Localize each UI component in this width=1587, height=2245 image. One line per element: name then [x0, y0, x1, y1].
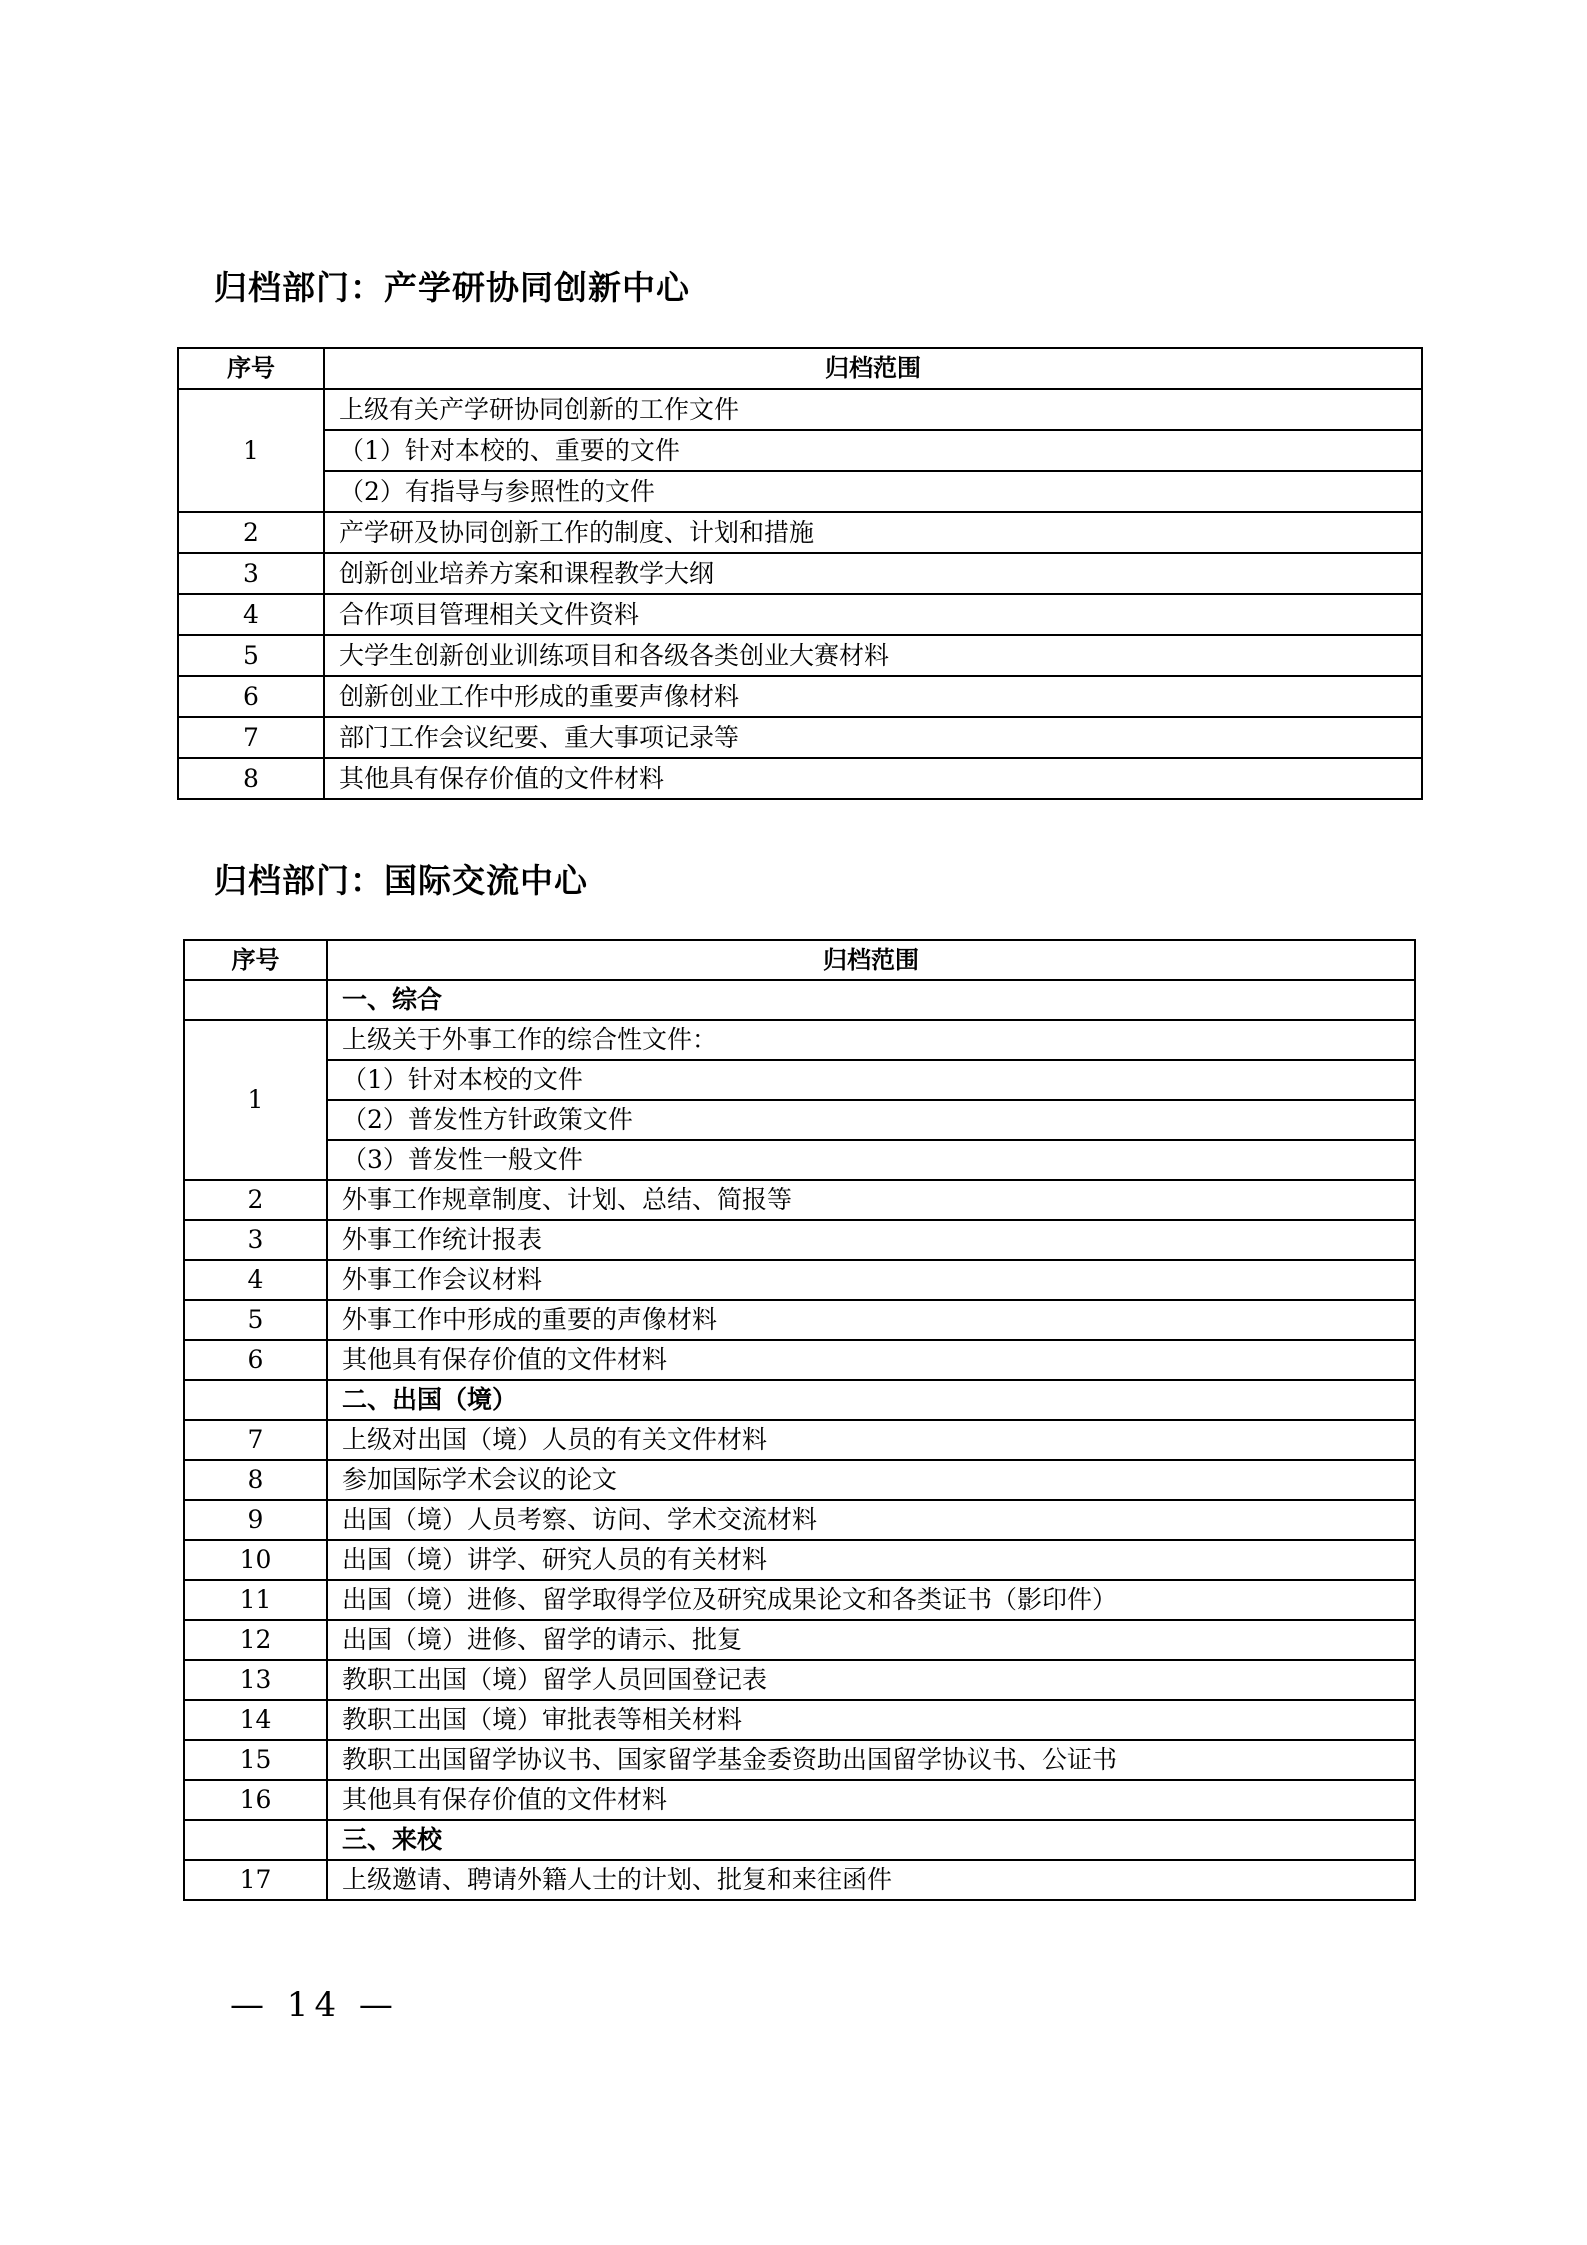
scope-text: 其他具有保存价值的文件材料 [327, 1340, 1415, 1380]
table-row [178, 430, 1422, 471]
row-number [184, 980, 327, 1020]
scope-text: 创新创业培养方案和课程教学大纲 [324, 553, 1422, 594]
row-number: 8 [178, 758, 324, 799]
row-number: 16 [184, 1780, 327, 1820]
table-row [178, 553, 1422, 594]
table-row [184, 1420, 1415, 1460]
row-number: 6 [184, 1340, 327, 1380]
scope-text: 参加国际学术会议的论文 [327, 1460, 1415, 1500]
category-heading: 三、来校 [327, 1820, 1415, 1860]
scope-text: 创新创业工作中形成的重要声像材料 [324, 676, 1422, 717]
table-row [184, 1740, 1415, 1780]
row-number: 1 [178, 389, 324, 512]
scope-text: （1）针对本校的文件 [327, 1060, 1415, 1100]
category-heading: 二、出国（境） [327, 1380, 1415, 1420]
header-no: 序号 [184, 940, 327, 980]
scope-text: 上级有关产学研协同创新的工作文件 [324, 389, 1422, 430]
scope-text: 部门工作会议纪要、重大事项记录等 [324, 717, 1422, 758]
row-number: 2 [184, 1180, 327, 1220]
table-row [184, 1380, 1415, 1420]
row-number: 17 [184, 1860, 327, 1900]
table-row [178, 471, 1422, 512]
row-number: 12 [184, 1620, 327, 1660]
scope-text: 产学研及协同创新工作的制度、计划和措施 [324, 512, 1422, 553]
row-number: 15 [184, 1740, 327, 1780]
table-row [184, 1860, 1415, 1900]
row-number: 5 [178, 635, 324, 676]
row-number: 4 [178, 594, 324, 635]
row-number: 6 [178, 676, 324, 717]
table-row [184, 1140, 1415, 1180]
archive-table-international-exchange [183, 939, 1416, 1901]
scope-text: 教职工出国留学协议书、国家留学基金委资助出国留学协议书、公证书 [327, 1740, 1415, 1780]
table-row [178, 635, 1422, 676]
table-row [184, 1300, 1415, 1340]
table-row [178, 389, 1422, 430]
row-number: 3 [184, 1220, 327, 1260]
table-row [184, 1820, 1415, 1860]
header-scope: 归档范围 [324, 348, 1422, 389]
row-number: 8 [184, 1460, 327, 1500]
row-number [184, 1820, 327, 1860]
table-row [184, 1580, 1415, 1620]
table-row [184, 1020, 1415, 1060]
table-row [178, 594, 1422, 635]
scope-text: 教职工出国（境）审批表等相关材料 [327, 1700, 1415, 1740]
table-row [184, 1460, 1415, 1500]
scope-text: （2）普发性方针政策文件 [327, 1100, 1415, 1140]
row-number: 14 [184, 1700, 327, 1740]
row-number: 1 [184, 1020, 327, 1180]
scope-text: 外事工作中形成的重要的声像材料 [327, 1300, 1415, 1340]
row-number: 5 [184, 1300, 327, 1340]
table-body [184, 980, 1415, 1900]
scope-text: 教职工出国（境）留学人员回国登记表 [327, 1660, 1415, 1700]
table-header-row [178, 348, 1422, 389]
scope-text: 出国（境）讲学、研究人员的有关材料 [327, 1540, 1415, 1580]
row-number: 2 [178, 512, 324, 553]
page-number: — 14 — [230, 1985, 399, 2025]
scope-text: 外事工作规章制度、计划、总结、简报等 [327, 1180, 1415, 1220]
scope-text: 出国（境）人员考察、访问、学术交流材料 [327, 1500, 1415, 1540]
row-number: 7 [178, 717, 324, 758]
scope-text: 外事工作统计报表 [327, 1220, 1415, 1260]
table-row [184, 1620, 1415, 1660]
scope-text: 外事工作会议材料 [327, 1260, 1415, 1300]
row-number: 10 [184, 1540, 327, 1580]
table-row [184, 1260, 1415, 1300]
row-number: 13 [184, 1660, 327, 1700]
table-row [184, 1500, 1415, 1540]
table-row [178, 512, 1422, 553]
scope-text: （3）普发性一般文件 [327, 1140, 1415, 1180]
table-row [184, 1700, 1415, 1740]
scope-text: 其他具有保存价值的文件材料 [324, 758, 1422, 799]
table-row [184, 980, 1415, 1020]
table-header-row [184, 940, 1415, 980]
table-row [184, 1060, 1415, 1100]
scope-text: 出国（境）进修、留学的请示、批复 [327, 1620, 1415, 1660]
row-number: 7 [184, 1420, 327, 1460]
table-row [184, 1100, 1415, 1140]
scope-text: （1）针对本校的、重要的文件 [324, 430, 1422, 471]
table-row [184, 1340, 1415, 1380]
table-row [184, 1780, 1415, 1820]
scope-text: 上级邀请、聘请外籍人士的计划、批复和来往函件 [327, 1860, 1415, 1900]
table-row [184, 1660, 1415, 1700]
row-number [184, 1380, 327, 1420]
scope-text: 出国（境）进修、留学取得学位及研究成果论文和各类证书（影印件） [327, 1580, 1415, 1620]
row-number: 11 [184, 1580, 327, 1620]
table-body [178, 389, 1422, 799]
table-row [184, 1540, 1415, 1580]
header-no: 序号 [178, 348, 324, 389]
section-title-industry-research: 归档部门：产学研协同创新中心 [214, 268, 690, 307]
scope-text: 其他具有保存价值的文件材料 [327, 1780, 1415, 1820]
scope-text: 上级对出国（境）人员的有关文件材料 [327, 1420, 1415, 1460]
table-row [184, 1220, 1415, 1260]
table-row [178, 758, 1422, 799]
row-number: 4 [184, 1260, 327, 1300]
category-heading: 一、综合 [327, 980, 1415, 1020]
row-number: 9 [184, 1500, 327, 1540]
scope-text: 合作项目管理相关文件资料 [324, 594, 1422, 635]
table-row [178, 676, 1422, 717]
header-scope: 归档范围 [327, 940, 1415, 980]
table-row [184, 1180, 1415, 1220]
scope-text: 上级关于外事工作的综合性文件： [327, 1020, 1415, 1060]
scope-text: 大学生创新创业训练项目和各级各类创业大赛材料 [324, 635, 1422, 676]
scope-text: （2）有指导与参照性的文件 [324, 471, 1422, 512]
archive-table-industry-research [177, 347, 1423, 800]
row-number: 3 [178, 553, 324, 594]
table-row [178, 717, 1422, 758]
section-title-international-exchange: 归档部门：国际交流中心 [214, 861, 588, 900]
